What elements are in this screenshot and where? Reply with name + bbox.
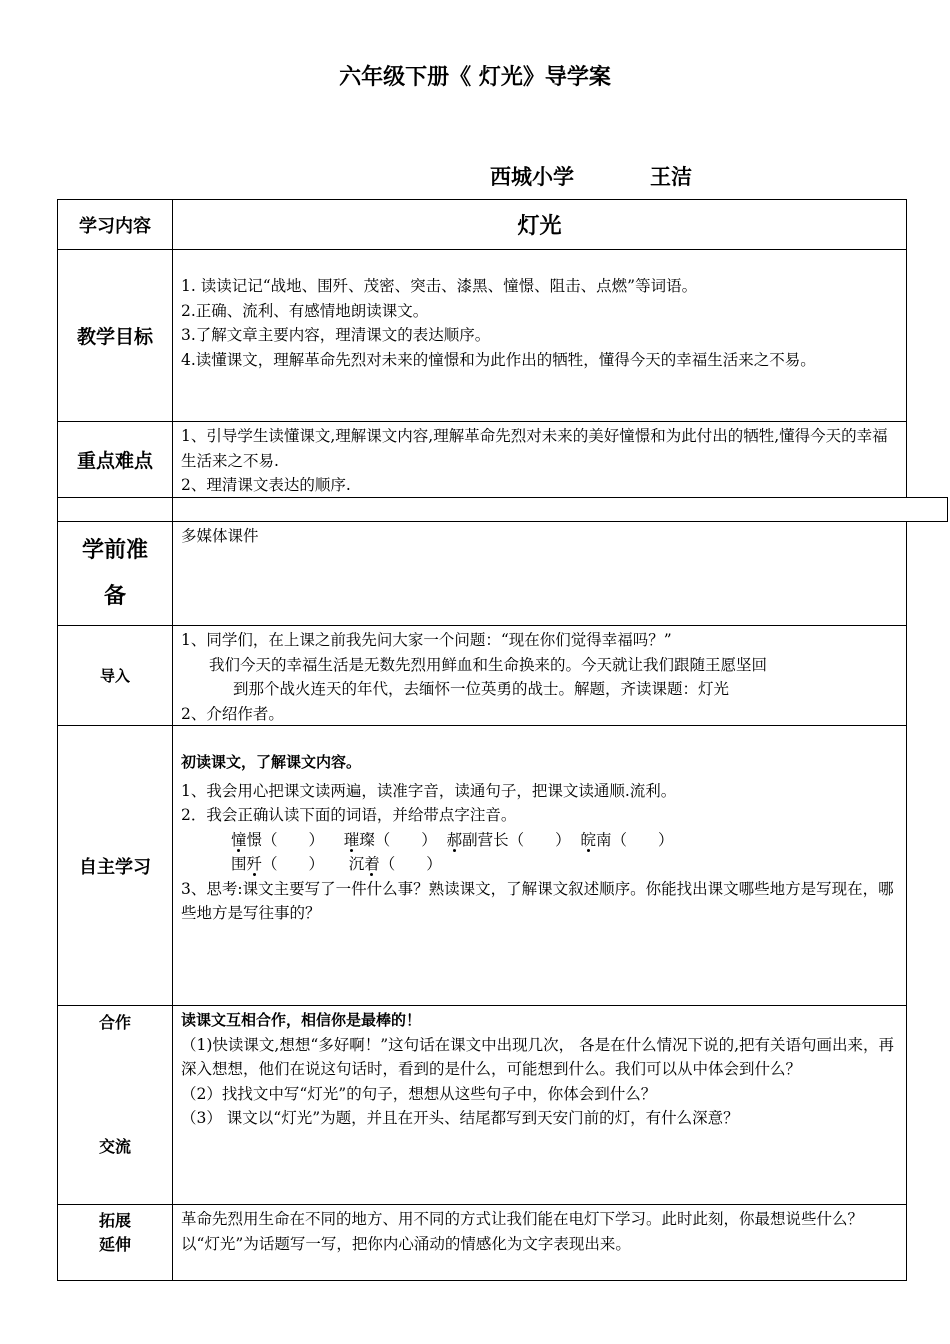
ext-text: 革命先烈用生命在不同的地方、用不同的方式让我们能在电灯下学习。此时此刻，你最想说些什么？以“灯光”为话题写一写，把你内心涌动的情感化为文字表现出来。 (181, 1210, 864, 1253)
label-self: 自主学习 (57, 725, 173, 1006)
label-coop (57, 1005, 173, 1205)
ext-content (172, 1204, 907, 1281)
vocab-rest: 沉 (348, 855, 365, 873)
key-content (172, 421, 907, 498)
self-content (172, 725, 907, 1006)
coop-item: （2）找找文中写“灯光”的句子，想想从这些句子中，你体会到什么？ (181, 1084, 657, 1103)
label-intro: 导入 (57, 625, 173, 726)
prep-content (172, 521, 907, 626)
lesson-title: 灯光 (172, 199, 907, 250)
intro-item: 到那个战火连天的年代，去缅怀一位英勇的战士。解题，齐读课题：灯光 (233, 680, 730, 698)
vocab-line-1 (181, 828, 898, 853)
vocab-rest: （ ） (262, 855, 325, 873)
intro-item: 我们今天的幸福生活是无数先烈用鲜血和生命换来的。今天就让我们跟随王愿坚回 (209, 655, 768, 674)
self-item: 1、我会用心把课文读两遍，读准字音，读通句子，把课文读通顺.流利。 (181, 781, 677, 800)
vocab-char: 郝 (446, 830, 463, 849)
vocab-char: 皖 (580, 830, 597, 849)
prep-text: 多媒体课件 (181, 527, 259, 545)
vocab-char: 璀 (343, 830, 360, 849)
vocab-char: 歼 (246, 855, 263, 873)
intro-item: 2、介绍作者。 (181, 704, 284, 723)
label-goals: 教学目标 (57, 249, 173, 422)
blank-cell-left (57, 497, 173, 522)
blank-cell-right (172, 497, 948, 522)
label-prep (57, 521, 173, 626)
vocab-rest: （ ） (379, 855, 442, 873)
intro-content (172, 625, 907, 726)
vocab-char: 着 (364, 855, 380, 873)
self-heading: 初读课文，了解课文内容。 (181, 753, 362, 771)
intro-item: 1、同学们，在上课之前我先问大家一个问题：“现在你们觉得幸福吗？” (181, 631, 672, 649)
vocab-rest: 南（ ） (596, 830, 674, 849)
key-item: 1、引导学生读懂课文,理解课文内容,理解革命先烈对未来的美好憧憬和为此付出的牺牲,懂得今天的幸福生活来之不易. (181, 427, 888, 470)
page-title: 六年级下册《 灯光》导学案 (339, 65, 611, 90)
vocab-rest: 璨（ ） (359, 830, 437, 849)
label-content: 学习内容 (57, 199, 173, 250)
self-item: 3、思考:课文主要写了一件什么事？熟读课文，了解课文叙述顺序。你能找出课文哪些地方是写现在，哪些地方是写往事的？ (181, 879, 894, 922)
self-item: 2．我会正确认读下面的词语，并给带点字注音。 (181, 806, 517, 824)
coop-heading: 读课文互相合作，相信你是最棒的！ (181, 1011, 422, 1029)
goal-item: 2.正确、流利、有感情地朗读课文。 (181, 301, 429, 320)
vocab-rest: 憬（ ） (246, 830, 325, 849)
goal-item: 3.了解文章主要内容，理清课文的表达顺序。 (181, 326, 491, 344)
coop-item: （3） 课文以“灯光”为题，并且在开头、结尾都写到天安门前的灯，有什么深意？ (181, 1109, 739, 1127)
goal-item: 4.读懂课文，理解革命先烈对未来的憧憬和为此作出的牺牲，懂得今天的幸福生活来之不易。 (181, 350, 816, 369)
school-name: 西城小学 (490, 165, 574, 189)
coop-content (172, 1005, 907, 1205)
goals-content (172, 249, 907, 422)
coop-item: （1)快读课文,想想“多好啊！”这句话在课文中出现几次， 各是在什么情况下说的,把有关语句画出来，再深入想想，他们在说这句话时，看到的是什么，可能想到什么。我们可以从中体会到什么？ (181, 1035, 895, 1078)
author-line (490, 161, 692, 191)
label-prep-line1: 学前准 (81, 537, 148, 563)
teacher-name: 王洁 (650, 165, 692, 189)
key-item: 2、理清课文表达的顺序. (181, 476, 351, 494)
label-coop-top: 合作 (98, 1013, 131, 1032)
vocab-char: 憧 (231, 830, 247, 849)
label-ext-line2: 延伸 (98, 1235, 131, 1254)
label-ext-line1: 拓展 (98, 1211, 131, 1230)
goal-item: 1. 读读记记“战地、围歼、茂密、突击、漆黑、憧憬、阻击、点燃”等词语。 (181, 277, 698, 295)
vocab-rest: 副营长（ ） (462, 830, 571, 849)
label-prep-line2: 备 (103, 583, 126, 609)
vocab-line-2 (181, 852, 898, 877)
label-coop-bottom: 交流 (98, 1137, 131, 1156)
label-ext (57, 1204, 173, 1281)
label-key: 重点难点 (57, 421, 173, 498)
vocab-rest: 围 (231, 855, 247, 873)
